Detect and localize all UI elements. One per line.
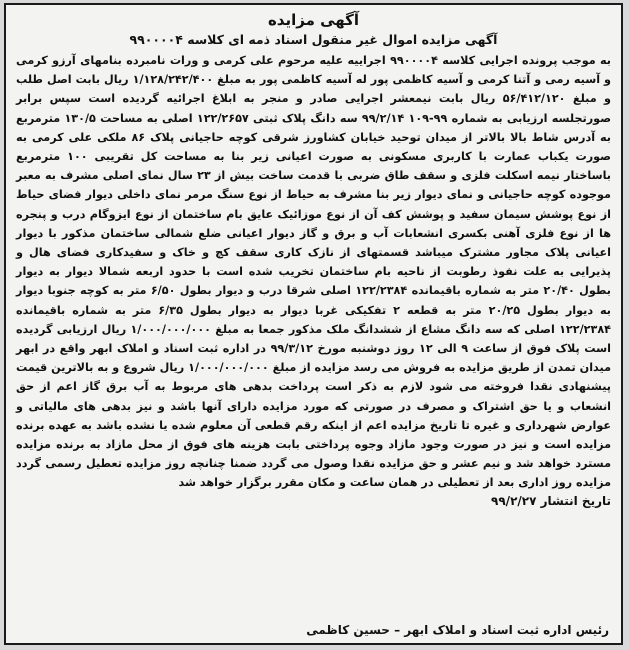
notice-headline: آگهی مزایده اموال غیر منقول اسناد ذمه ای کلاسه ۹۹۰۰۰۰۴ [129,32,498,47]
notice-body-text: به موجب پرونده اجرایی کلاسه ۹۹۰۰۰۰۴ اجراییه علیه مرحوم علی کرمی و ورات نامبرده بنامهای آرزو کرمی و آسیه رمی و آتنا کرمی و آسیه کاظمی پور له آسیه کاظمی پور به مبلغ ۱/۱۲۸/۲۴۲/۴۰۰ ریال بابت اصل طلب و مبلغ ۵۶/۴۱۲/۱۲۰ ریال بابت نیمعشر اجرایی صادر و منجر به ابلاغ اجرائیه گردیده است سپس برابر صورتجلسه ارزیابی به شماره ۹۹-۱۰۹ ۹۹/۲/۱۴ سه دانگ پلاک ثبتی ۱۲۲/۲۶۵۷ اصلی به مساحت ۱۳۰/۵ مترمربع به آدرس شاط بالا بالاتر از میدان توحید خیابان کشاورز شرقی کوچه حاجیانی پلاک ۸۶ ملکی علی کرمی به صورت یکباب عمارت با کاربری مسکونی به صورت اعیانی زیر بنا به مساحت کل تقریبی ۱۰۰ مترمربع باساختار نیمه اسکلت فلزی و سقف طاق ضربی با قدمت ساخت بیش از ۲۳ سال نمای اصلی مشرف به معبر موجوده کوچه حاجیانی و نمای دیوار زیر بنا مشرف به حیاط از نوع سنگ مرمر نمای داخلی دیوار فضای حیاط از نوع پوشش سیمان سفید و پوشش کف آن از نوع موزائیک عایق بام ساختمان از نوع ایزوگام درب و پنجره ها از نوع فلزی آهنی بکسری انشعابات آب و برق و گاز دیوار اعیانی ضلع شمالی ساختمان مذکور با دیوار اعیانی پلاک مجاور مشترک میباشد قسمتهای از نازک کاری سقف کچ و خاک و سفیدکاری فضای هال و پذیرایی به علت نفوذ رطوبت از ناحیه بام ساختمان تخریب شده است با حدود اربعه شمالا دیوار به دیوار بطول ۲۰/۴۰ متر به شماره باقیمانده ۱۲۲/۲۳۸۴ اصلی شرقا درب و دیوار بطول ۶/۵۰ متر به کوچه جنوبا دیوار به دیوار بطول ۲۰/۲۵ متر به قطعه ۲ تفکیکی غربا دیوار به دیوار بطول ۶/۳۵ متر به شماره باقیمانده ۱۲۲/۲۳۸۴ اصلی که سه دانگ مشاع از ششدانگ ملک مذکور جمعا به مبلغ ۱/۰۰۰/۰۰۰/۰۰۰ ریال ارزیابی گردیده است پلاک فوق از ساعت ۹ الی ۱۲ روز دوشنبه مورخ ۹۹/۳/۱۲ در اداره ثبت اسناد و املاک ابهر واقع در ابهر میدان تمدن از طریق مزایده به فروش می رسد مزایده از مبلغ ۱/۰۰۰/۰۰۰/۰۰۰ ریال شروع و به بالاترین قیمت پیشنهادی نقدا فروخته می شود لازم به ذکر است پرداخت بدهی های مربوط به آب برق گاز اعم از حق انشعاب و یا حق اشتراک و مصرف در صورتی که مورد مزایده دارای آنها باشد و نیز بدهی های مالیاتی و عوارض شهرداری و غیره تا تاریخ مزایده اعم از اینکه رقم قطعی آن معلوم شده یا نشده باشد به عهده برنده مزایده است و نیز در صورت وجود مازاد وجوه پرداختی بابت هزینه های فوق از محل مازاد به برنده مزایده مسترد خواهد شد و نیم عشر و حق مزایده نقدا وصول می گردد ضمنا چنانچه روز مزایده تعطیل رسمی گردد مزایده روز اداری بعد از تعطیلی در همان ساعت و مکان مقرر برگزار خواهد شد [16,54,612,490]
notice-clipping [4,3,623,645]
signature: رئیس اداره ثبت اسناد و املاک ابهر – حسین کاظمی [306,623,609,637]
notice-title: آگهی مزایده [267,11,360,29]
publish-date: تاریخ انتشار ۹۹/۲/۲۷ [491,493,611,508]
notice-body [16,51,611,493]
